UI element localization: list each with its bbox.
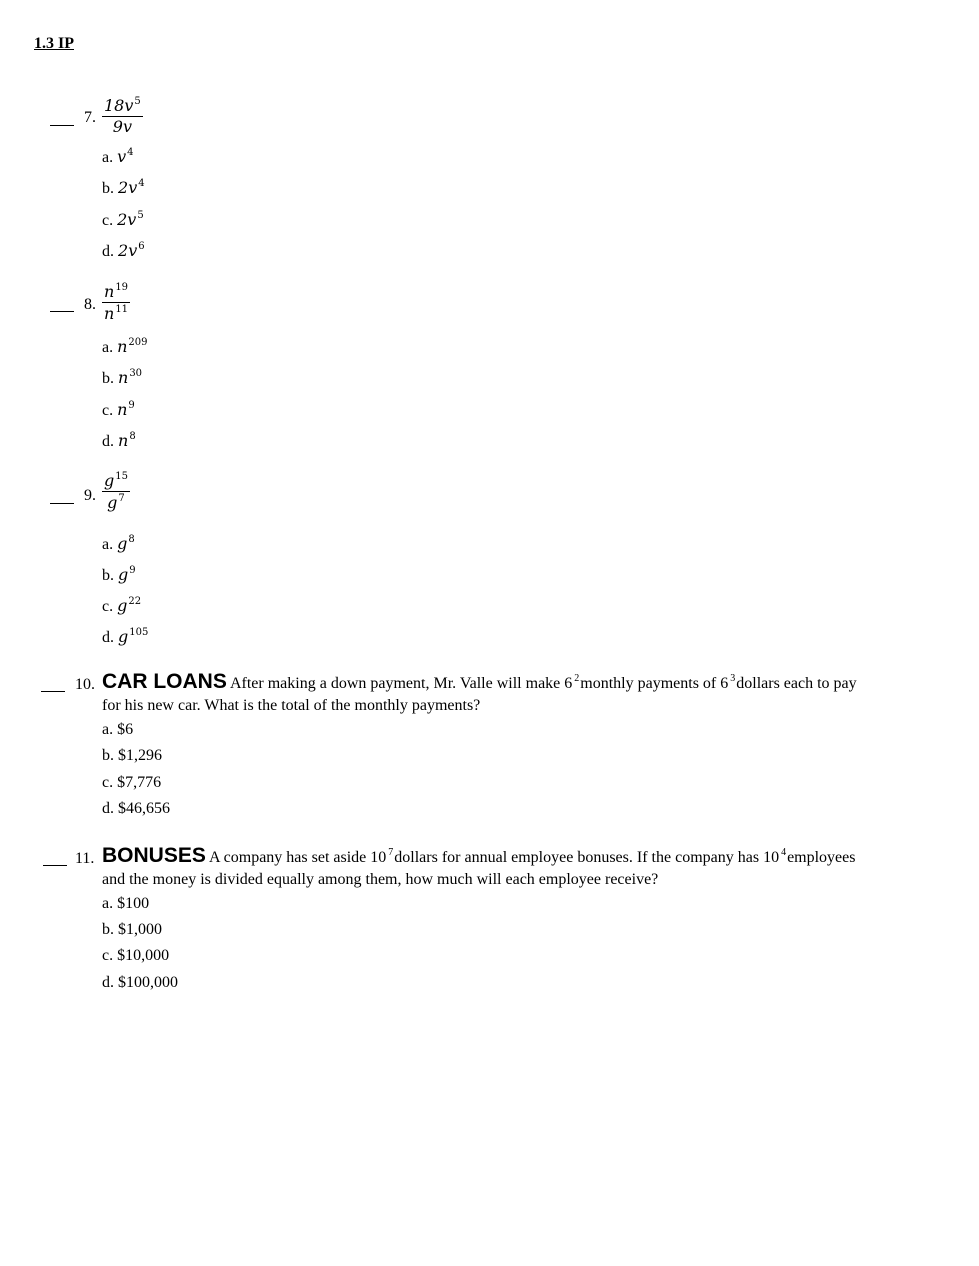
q8-choice-a[interactable]: a. $n^{209}$ [102, 337, 148, 356]
q11-choice-c[interactable]: c. $10,000 [102, 947, 170, 964]
question-number-8: 8. [84, 296, 96, 313]
question-number-10: 10. [75, 676, 95, 693]
answer-blank-q10[interactable] [41, 691, 65, 692]
q11-choice-a[interactable]: a. $100 [102, 895, 150, 912]
q10-question-text: CAR LOANS After making a down payment, Mr. Valle will make 6 2 monthly payments of 6 3 dollars each to pay for his new car. What is the total of the monthly payments? [102, 670, 857, 714]
q7-choice-a[interactable]: a. $v^4$ [102, 147, 134, 166]
answer-blank-q8[interactable] [50, 311, 74, 312]
question-number-9: 9. [84, 487, 96, 504]
q11-choice-b[interactable]: b. $1,000 [102, 921, 162, 938]
q7-choice-b[interactable]: b. $2v^4$ [102, 178, 145, 197]
q10-choice-b[interactable]: b. $1,296 [102, 747, 162, 764]
q11-question-text: BONUSES A company has set aside 10 7 dollars for annual employee bonuses. If the company has 10 4 employees and the money is divided equally among them, how much will each employee receive? [102, 844, 856, 888]
q8-choice-c[interactable]: c. $n^9$ [102, 400, 135, 419]
q8-fraction: $\frac{n^{19}}{n^{11}}$ [104, 282, 129, 323]
q7-choice-d[interactable]: d. $2v^6$ [102, 241, 145, 260]
q9-choice-b[interactable]: b. $g^9$ [102, 565, 136, 584]
q11-topic-label: BONUSES [102, 844, 206, 867]
answer-blank-q11[interactable] [43, 865, 67, 866]
answer-blank-q7[interactable] [50, 125, 74, 126]
q9-choice-d[interactable]: d. $g^{105}$ [102, 627, 149, 646]
q9-fraction: $\frac{g^{15}}{g^7}$ [104, 471, 128, 512]
q11-choice-d[interactable]: d. $100,000 [102, 974, 178, 991]
q8-choice-b[interactable]: b. $n^{30}$ [102, 368, 143, 387]
worksheet-title: 1.3 IP [34, 35, 74, 52]
q10-topic-label: CAR LOANS [102, 670, 227, 693]
answer-blank-q9[interactable] [50, 503, 74, 504]
q10-choice-c[interactable]: c. $7,776 [102, 774, 162, 791]
question-number-7: 7. [84, 109, 96, 126]
q10-choice-d[interactable]: d. $46,656 [102, 800, 170, 817]
q7-fraction: $\frac{18v^5}{9v}$ [104, 96, 141, 136]
q7-choice-c[interactable]: c. $2v^5$ [102, 210, 144, 229]
q9-choice-c[interactable]: c. $g^{22}$ [102, 596, 142, 615]
question-number-11: 11. [75, 850, 95, 867]
q8-choice-d[interactable]: d. $n^8$ [102, 431, 136, 450]
q10-choice-a[interactable]: a. $6 [102, 721, 134, 738]
q9-choice-a[interactable]: a. $g^8$ [102, 534, 135, 553]
